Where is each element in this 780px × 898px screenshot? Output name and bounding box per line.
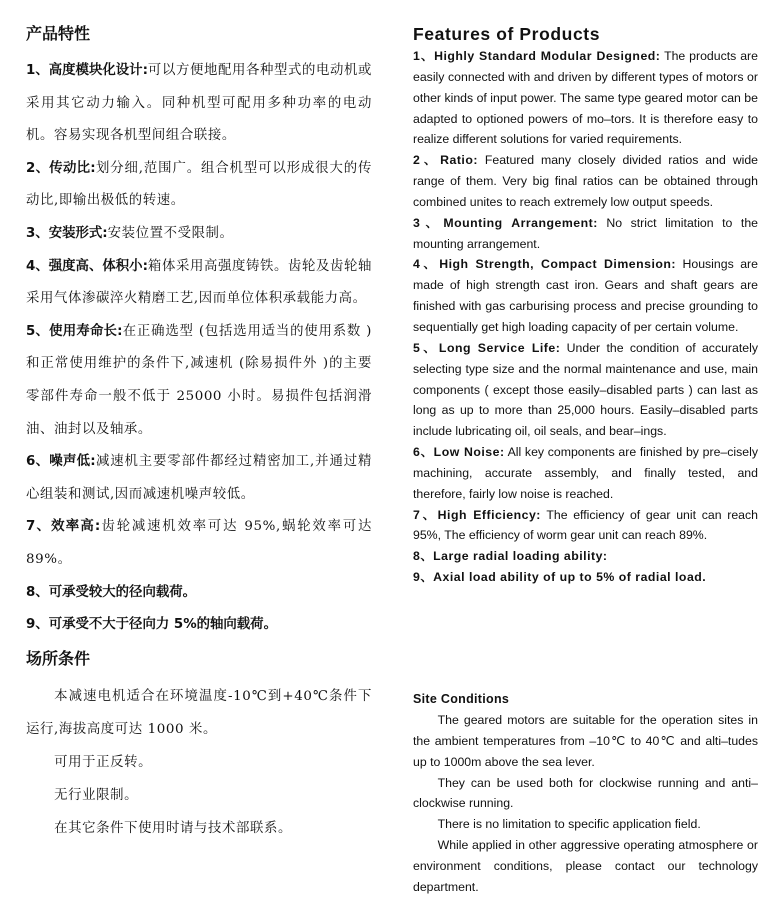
feature-label: 9、可承受不大于径向力 5%的轴向载荷。 (26, 617, 277, 633)
feature-item-cn (26, 316, 372, 446)
site-title-cn: 场所条件 (26, 649, 91, 668)
features-list-en (413, 46, 758, 588)
feature-item-cn (26, 218, 372, 251)
site-conditions-en (413, 689, 758, 898)
site-paragraph: While applied in other aggressive operating atmosphere or environment conditions, please contact our technology department. (413, 838, 758, 894)
feature-label: 5、使用寿命长: (26, 323, 123, 339)
feature-text: 安装位置不受限制。 (107, 225, 234, 241)
feature-item-cn (26, 251, 372, 316)
feature-label: 4、High Strength, Compact Dimension: (413, 257, 676, 272)
english-column (413, 22, 758, 894)
feature-label: 1、高度模块化设计: (26, 63, 148, 78)
feature-item-cn (26, 55, 372, 153)
feature-label: 4、强度高、体积小: (26, 258, 148, 274)
feature-item-cn (26, 153, 372, 218)
feature-label: 2、Ratio: (413, 153, 478, 168)
feature-text: 划分细,范围广。组合机型可以形成很大的传动比,即输出极低的转速。 (26, 160, 372, 209)
features-title-cn: 产品特性 (26, 24, 91, 43)
feature-item-en (413, 338, 758, 442)
feature-label: 8、Large radial loading ability: (413, 549, 608, 564)
feature-item-en (413, 46, 758, 150)
feature-text: The products are easily connected with and driven by different types of motors or other kinds of input power. The same type geared motor can be adapted to optioned powers of mo–tors. It is therefore easy to realize different solutions for varied requirements. (413, 49, 758, 147)
feature-text: 箱体采用高强度铸铁。齿轮及齿轮轴采用气体渗碳淬火精磨工艺,因而单位体积承载能力高。 (26, 258, 372, 307)
site-paragraph: 无行业限制。 (54, 788, 139, 803)
feature-text: All key components are finished by pre–cisely machining, accurate assembly, and finally tested, and therefore, fairly low noise is reached. (413, 445, 758, 501)
feature-item-cn (26, 577, 372, 610)
site-paragraph: The geared motors are suitable for the operation sites in the ambient temperatures from –10℃ to 40℃ and alti–tudes up to 1000m above the sea lever. (413, 713, 758, 769)
feature-item-en (413, 213, 758, 255)
feature-item-en (413, 254, 758, 337)
site-paragraph: 本减速电机适合在环境温度-10℃到+40℃条件下运行,海拔高度可达 1000 米。 (26, 689, 372, 737)
feature-label: 7、效率高: (26, 519, 101, 535)
feature-label: 1、Highly Standard Modular Designed: (413, 49, 661, 63)
feature-text: No strict limitation to the mounting arrangement. (413, 215, 758, 251)
site-conditions-cn (26, 647, 372, 845)
feature-label: 6、Low Noise: (413, 445, 505, 460)
site-paragraph: They can be used both for clockwise running and anti–clockwise running. (413, 775, 758, 811)
feature-text: 减速机主要零部件都经过精密加工,并通过精心组装和测试,因而减速机噪声较低。 (26, 454, 372, 502)
feature-item-cn (26, 609, 372, 642)
feature-item-en (413, 442, 758, 505)
feature-text: The efficiency of gear unit can reach 95%, The efficiency of worm gear unit can reach 89%. (413, 507, 758, 543)
feature-label: 7、High Efficiency: (413, 507, 541, 522)
feature-label: 8、可承受较大的径向载荷。 (26, 584, 197, 600)
feature-label: 6、噪声低: (26, 454, 96, 470)
feature-text: Featured many closely divided ratios and wide range of them. Very big final ratios can be obtained through combined unites to reach extremely low output speeds. (413, 153, 758, 209)
feature-label: 9、Axial load ability of up to 5% of radial load. (413, 570, 707, 585)
feature-item-en (413, 150, 758, 213)
chinese-column (26, 22, 373, 836)
feature-label: 3、Mounting Arrangement: (413, 215, 598, 230)
feature-text: Housings are made of high strength cast iron. Gears and shaft gears are finished with gas carburising process and precise grounding to sequentially get high loading capacity of per certain volume. (413, 257, 758, 334)
feature-label: 2、传动比: (26, 160, 96, 176)
site-paragraph: There is no limitation to specific application field. (437, 817, 701, 832)
site-paragraph: 在其它条件下使用时请与技术部联系。 (54, 821, 292, 836)
feature-item-en (413, 546, 758, 567)
features-list-cn (26, 55, 372, 642)
site-paragraph: 可用于正反转。 (54, 755, 153, 770)
feature-item-cn (26, 446, 372, 511)
feature-text: Under the condition of accurately selecting type size and the normal maintenance and use, main components ( except those easily–disabled parts ) can last as long as up to more than 25,000 hours. Easily–disabled parts include lubricating oil, oil seals, and bear–ings. (413, 340, 758, 439)
feature-item-en (413, 567, 758, 588)
feature-label: 5、Long Service Life: (413, 340, 561, 355)
feature-label: 3、安装形式: (26, 225, 108, 241)
feature-text: 在正确选型 (包括选用适当的使用系数 )和正常使用维护的条件下,减速机 (除易损件外 )的主要零部件寿命一般不低于 25000 小时。易损件包括润滑油、油封以及轴承。 (26, 323, 372, 437)
site-title-en: Site Conditions (413, 692, 510, 706)
feature-item-cn (26, 511, 372, 576)
features-title-en: Features of Products (413, 24, 601, 44)
feature-item-en (413, 505, 758, 547)
feature-text: 可以方便地配用各种型式的电动机或采用其它动力输入。同种机型可配用多种功率的电动机。容易实现各机型间组合联接。 (26, 63, 372, 144)
feature-text: 齿轮减速机效率可达 95%,蜗轮效率可达 89%。 (26, 519, 373, 567)
